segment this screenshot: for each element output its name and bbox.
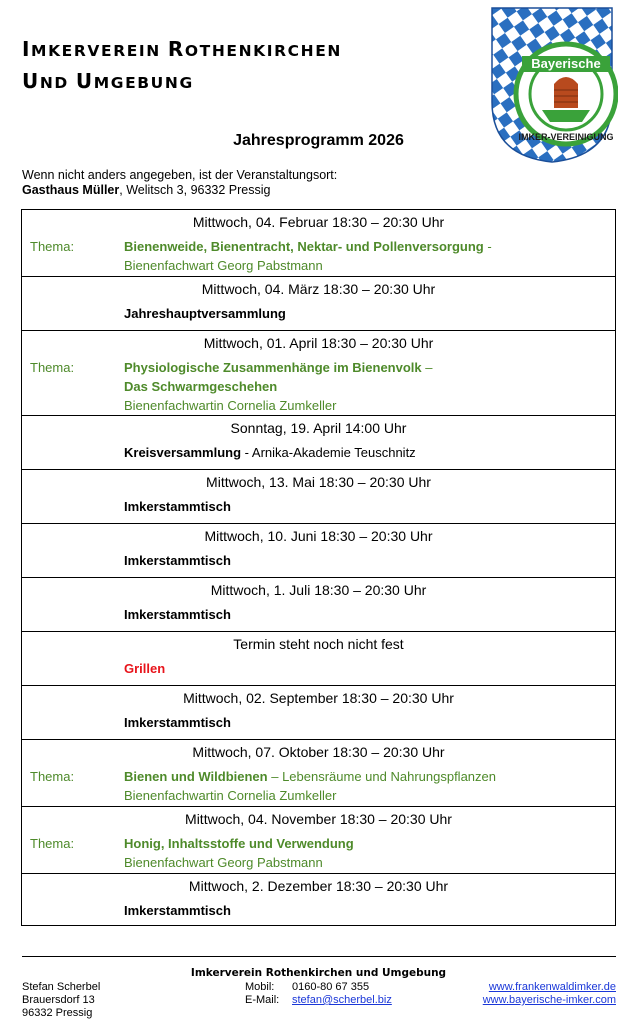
footer-web-link-1[interactable]: www.frankenwaldimker.de	[488, 981, 616, 993]
event-date: Termin steht noch nicht fest	[233, 636, 404, 652]
event-row	[22, 210, 616, 277]
event-line	[124, 256, 615, 275]
event-text: Imkerstammtisch	[124, 903, 231, 918]
title-initial: U	[22, 69, 40, 93]
event-cell	[22, 470, 616, 524]
title-initial: U	[75, 69, 94, 93]
event-line	[124, 853, 615, 872]
event-date: Mittwoch, 2. Dezember 18:30 – 20:30 Uhr	[188, 878, 449, 894]
footer-divider	[22, 956, 616, 957]
event-details	[22, 491, 615, 516]
event-cell	[22, 210, 616, 277]
event-date: Mittwoch, 1. Juli 18:30 – 20:30 Uhr	[210, 582, 427, 598]
event-details	[22, 437, 615, 462]
event-text: Bienenfachwartin Cornelia Zumkeller	[124, 788, 337, 803]
club-title-line1	[22, 34, 342, 66]
event-row	[22, 807, 616, 874]
venue-name: Gasthaus Müller	[22, 183, 120, 197]
event-row	[22, 686, 616, 740]
event-line	[124, 605, 615, 624]
title-initial: I	[22, 37, 32, 61]
event-details	[22, 599, 615, 624]
intro-text: Wenn nicht anders angegeben, ist der Veranstaltungsort:	[22, 168, 338, 182]
event-row	[22, 524, 616, 578]
event-line	[124, 786, 615, 805]
event-cell	[22, 740, 616, 807]
event-text: Grillen	[124, 661, 166, 676]
event-line	[124, 659, 615, 678]
footer-email-label: E-Mail:	[245, 994, 280, 1006]
event-topic-label: Thema:	[30, 769, 75, 784]
footer-websites	[483, 981, 616, 1007]
event-details	[22, 231, 615, 275]
event-details	[22, 545, 615, 570]
event-line	[124, 237, 615, 256]
event-date: Mittwoch, 07. Oktober 18:30 – 20:30 Uhr	[192, 744, 445, 760]
event-cell	[22, 632, 616, 686]
event-details	[22, 707, 615, 732]
footer-contact-labels	[245, 981, 279, 1007]
footer-contact-values	[292, 981, 392, 1007]
event-row	[22, 874, 616, 926]
footer-mobil-value: 0160-80 67 355	[292, 981, 370, 993]
title-word: MKERVEREIN	[31, 42, 168, 60]
event-line	[124, 767, 615, 786]
event-line	[124, 443, 615, 462]
event-text: Bienenfachwart Georg Pabstmann	[124, 258, 323, 273]
event-text: Bienenfachwart Georg Pabstmann	[124, 855, 323, 870]
event-line	[124, 396, 615, 415]
footer-web-link-2[interactable]: www.bayerische-imker.com	[482, 994, 616, 1006]
event-cell	[22, 686, 616, 740]
footer-city: 96332 Pressig	[22, 1007, 93, 1019]
club-title	[22, 34, 342, 98]
event-text: - Arnika-Akademie Teuschnitz	[241, 445, 416, 460]
event-date: Mittwoch, 04. März 18:30 – 20:30 Uhr	[201, 281, 436, 297]
title-initial: R	[167, 37, 185, 61]
event-text: Kreisversammlung	[124, 445, 242, 460]
event-date: Mittwoch, 10. Juni 18:30 – 20:30 Uhr	[204, 528, 433, 544]
event-topic-label: Thema:	[30, 239, 75, 254]
event-line	[124, 358, 615, 377]
event-topic-label: Thema:	[30, 836, 75, 851]
event-row	[22, 331, 616, 416]
event-date: Mittwoch, 01. April 18:30 – 20:30 Uhr	[203, 335, 434, 351]
event-details	[22, 352, 615, 415]
event-line	[124, 497, 615, 516]
venue-line	[22, 183, 270, 197]
logo-text-top: Bayerische	[531, 56, 601, 71]
event-row	[22, 632, 616, 686]
event-date: Mittwoch, 04. November 18:30 – 20:30 Uhr	[185, 811, 452, 827]
footer-email-link[interactable]: stefan@scherbel.biz	[292, 994, 392, 1006]
event-text: Bienenweide, Bienentracht, Nektar- und Pollenversorgung	[124, 239, 484, 254]
event-text: Jahreshauptversammlung	[124, 306, 286, 321]
event-date: Mittwoch, 02. September 18:30 – 20:30 Uhr	[183, 690, 454, 706]
event-text: -	[483, 239, 492, 254]
event-cell	[22, 874, 616, 926]
event-date: Mittwoch, 04. Februar 18:30 – 20:30 Uhr	[192, 214, 445, 230]
event-details	[22, 298, 615, 323]
event-row	[22, 470, 616, 524]
event-text: Das Schwarmgeschehen	[124, 379, 278, 394]
footer-title: Imkerverein Rothenkirchen und Umgebung	[190, 967, 447, 979]
event-date: Mittwoch, 13. Mai 18:30 – 20:30 Uhr	[206, 474, 431, 490]
event-cell	[22, 331, 616, 416]
event-details	[22, 653, 615, 678]
footer-street: Brauersdorf 13	[22, 994, 95, 1006]
page-subtitle: Jahresprogramm 2026	[233, 132, 404, 149]
event-line	[124, 551, 615, 570]
event-text: –	[421, 360, 433, 375]
event-line	[124, 901, 615, 920]
event-details	[22, 828, 615, 872]
event-cell	[22, 524, 616, 578]
footer-address	[22, 981, 100, 1020]
event-cell	[22, 416, 616, 470]
club-title-line2	[22, 66, 342, 98]
event-topic-label: Thema:	[30, 360, 75, 375]
event-text: Physiologische Zusammenhänge im Bienenvolk	[124, 360, 422, 375]
event-details	[22, 895, 615, 920]
event-text: Bienen und Wildbienen	[124, 769, 268, 784]
title-word: OTHENKIRCHEN	[184, 42, 342, 60]
event-text: Imkerstammtisch	[124, 499, 231, 514]
event-cell	[22, 578, 616, 632]
event-text: Honig, Inhaltsstoffe und Verwendung	[124, 836, 354, 851]
event-line	[124, 377, 615, 396]
event-text: Bienenfachwartin Cornelia Zumkeller	[124, 398, 337, 413]
event-line	[124, 304, 615, 323]
event-text: Imkerstammtisch	[124, 553, 231, 568]
event-text: Imkerstammtisch	[124, 715, 231, 730]
event-date: Sonntag, 19. April 14:00 Uhr	[230, 420, 407, 436]
venue-address: , Welitsch 3, 96332 Pressig	[119, 183, 271, 197]
event-cell	[22, 277, 616, 331]
title-word: MGEBUNG	[93, 74, 194, 92]
event-line	[124, 834, 615, 853]
event-row	[22, 740, 616, 807]
footer-name: Stefan Scherbel	[22, 981, 101, 993]
event-details	[22, 761, 615, 805]
logo-text-ring: IMKER-VEREINIGUNG	[518, 132, 614, 142]
events-table	[21, 209, 616, 926]
event-line	[124, 713, 615, 732]
title-word: ND	[39, 74, 76, 92]
event-row	[22, 578, 616, 632]
event-row	[22, 416, 616, 470]
event-text: Imkerstammtisch	[124, 607, 231, 622]
event-cell	[22, 807, 616, 874]
footer-mobil-label: Mobil:	[245, 981, 275, 993]
event-text: – Lebensräume und Nahrungspflanzen	[267, 769, 496, 784]
event-row	[22, 277, 616, 331]
